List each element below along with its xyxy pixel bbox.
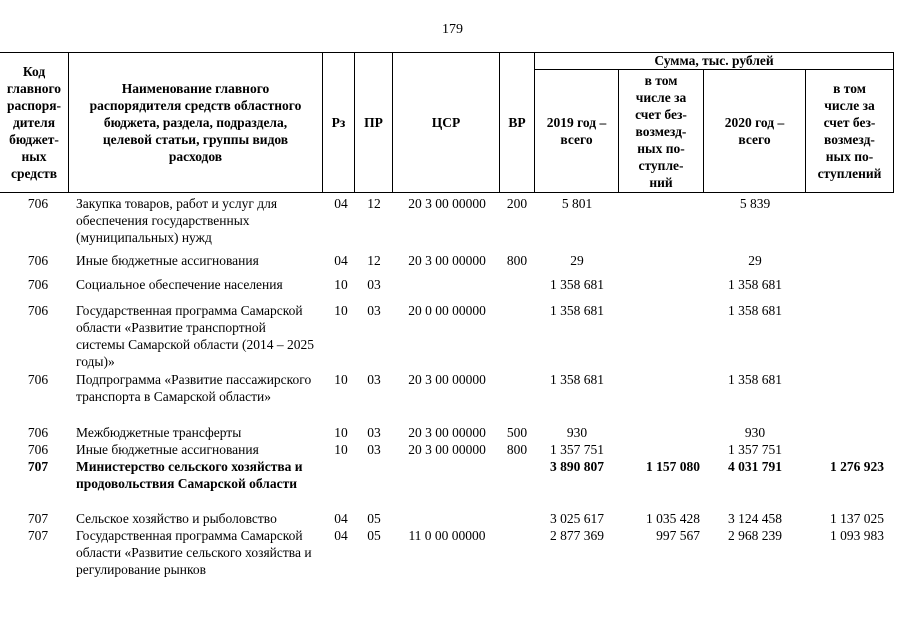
- header-incl-2020: в том числе за счет без-возмезд-ных по-ступлений: [817, 81, 882, 181]
- cell-incl-2020: 1 093 983: [830, 528, 884, 543]
- cell-rz: 10: [334, 372, 348, 387]
- cell-sum-2019: 1 357 751: [550, 442, 604, 457]
- cell-incl-2019: 1 035 428: [646, 511, 700, 526]
- cell-name: Закупка товаров, работ и услуг для обеспечения государственных (муниципальных) нужд: [76, 196, 278, 245]
- cell-pr: 03: [367, 277, 381, 292]
- header-sum-group: Сумма, тыс. рублей: [654, 53, 774, 68]
- cell-sum-2020: 1 358 681: [728, 372, 782, 387]
- table-header: [0, 52, 894, 193]
- cell-sum-2019: 1 358 681: [550, 303, 604, 318]
- cell-sum-2020: 1 357 751: [728, 442, 782, 457]
- cell-sum-2020: 4 031 791: [728, 459, 782, 474]
- cell-sum-2020: 5 839: [739, 196, 771, 211]
- page-number: 179: [442, 22, 463, 37]
- cell-pr: 03: [367, 442, 381, 457]
- cell-name: Межбюджетные трансферты: [76, 425, 242, 440]
- cell-sum-2020: 29: [748, 253, 762, 268]
- cell-name: Подпрограмма «Развитие пассажирского транспорта в Самарской области»: [76, 372, 312, 404]
- cell-sum-2019: 1 358 681: [550, 277, 604, 292]
- cell-code: 706: [27, 196, 49, 211]
- col-divider: [893, 52, 894, 193]
- cell-code: 706: [27, 425, 49, 440]
- cell-pr: 12: [367, 196, 381, 211]
- cell-csr: 11 0 00 00000: [408, 528, 486, 543]
- cell-rz: 04: [334, 528, 348, 543]
- cell-sum-2019: 5 801: [561, 196, 593, 211]
- cell-incl-2019: 1 157 080: [646, 459, 700, 474]
- cell-code: 706: [27, 372, 49, 387]
- cell-code: 706: [27, 303, 49, 318]
- cell-rz: 04: [334, 253, 348, 268]
- cell-sum-2019: 3 890 807: [550, 459, 604, 474]
- cell-csr: 20 3 00 00000: [408, 372, 486, 387]
- cell-csr: 20 3 00 00000: [408, 442, 486, 457]
- cell-vr: 800: [506, 442, 528, 457]
- cell-sum-2020: 930: [744, 425, 766, 440]
- cell-sum-2019: 29: [570, 253, 584, 268]
- cell-pr: 12: [367, 253, 381, 268]
- cell-rz: 10: [334, 303, 348, 318]
- cell-incl-2020: 1 276 923: [830, 459, 884, 474]
- cell-rz: 10: [334, 425, 348, 440]
- cell-sum-2020: 3 124 458: [728, 511, 782, 526]
- cell-csr: 20 3 00 00000: [408, 253, 486, 268]
- cell-name: Министерство сельского хозяйства и продовольствия Самарской области: [76, 459, 303, 491]
- cell-name: Государственная программа Самарской области «Развитие транспортной системы Самарской области (2014 – 2025 годы)»: [76, 303, 314, 369]
- cell-code: 706: [27, 442, 49, 457]
- cell-pr: 05: [367, 511, 381, 526]
- cell-vr: 200: [506, 196, 528, 211]
- header-pr: ПР: [364, 114, 383, 130]
- cell-name: Государственная программа Самарской области «Развитие сельского хозяйства и регулирование рынков: [76, 528, 312, 577]
- header-sum-2020: 2020 год – всего: [724, 115, 785, 147]
- cell-rz: 04: [334, 511, 348, 526]
- header-bottom-rule: [0, 192, 894, 193]
- cell-csr: 20 0 00 00000: [408, 303, 486, 318]
- cell-csr: 20 3 00 00000: [408, 196, 486, 211]
- cell-sum-2020: 2 968 239: [728, 528, 782, 543]
- cell-name: Социальное обеспечение населения: [76, 277, 283, 292]
- cell-code: 707: [27, 459, 49, 474]
- cell-code: 707: [27, 511, 49, 526]
- header-incl-2019: в том числе за счет без-возмезд-ных по-ступле-ний: [635, 72, 687, 190]
- cell-pr: 03: [367, 303, 381, 318]
- header-csr: ЦСР: [431, 114, 461, 130]
- header-vr: ВР: [508, 114, 526, 130]
- cell-name: Иные бюджетные ассигнования: [76, 253, 259, 268]
- cell-csr: 20 3 00 00000: [408, 425, 486, 440]
- cell-vr: 800: [506, 253, 528, 268]
- cell-rz: 10: [334, 277, 348, 292]
- cell-sum-2019: 930: [566, 425, 588, 440]
- cell-pr: 03: [367, 372, 381, 387]
- cell-sum-2020: 1 358 681: [728, 303, 782, 318]
- cell-pr: 03: [367, 425, 381, 440]
- header-code: Код главного распоря-дителя бюджет-ных средств: [6, 63, 62, 181]
- header-sum-2019: 2019 год – всего: [546, 115, 607, 147]
- cell-sum-2019: 1 358 681: [550, 372, 604, 387]
- cell-sum-2019: 2 877 369: [550, 528, 604, 543]
- header-rz: Рз: [331, 114, 346, 130]
- cell-code: 706: [27, 277, 49, 292]
- cell-name: Сельское хозяйство и рыболовство: [76, 511, 277, 526]
- cell-incl-2020: 1 137 025: [830, 511, 884, 526]
- cell-code: 706: [27, 253, 49, 268]
- cell-rz: 10: [334, 442, 348, 457]
- cell-vr: 500: [506, 425, 528, 440]
- cell-code: 707: [27, 528, 49, 543]
- cell-rz: 04: [334, 196, 348, 211]
- cell-incl-2019: 997 567: [656, 528, 700, 543]
- header-name: Наименование главного распорядителя средств областного бюджета, раздела, подраздела, целевой статьи, группы видов расходов: [89, 80, 302, 164]
- cell-sum-2020: 1 358 681: [728, 277, 782, 292]
- cell-name: Иные бюджетные ассигнования: [76, 442, 259, 457]
- cell-pr: 05: [367, 528, 381, 543]
- cell-sum-2019: 3 025 617: [550, 511, 604, 526]
